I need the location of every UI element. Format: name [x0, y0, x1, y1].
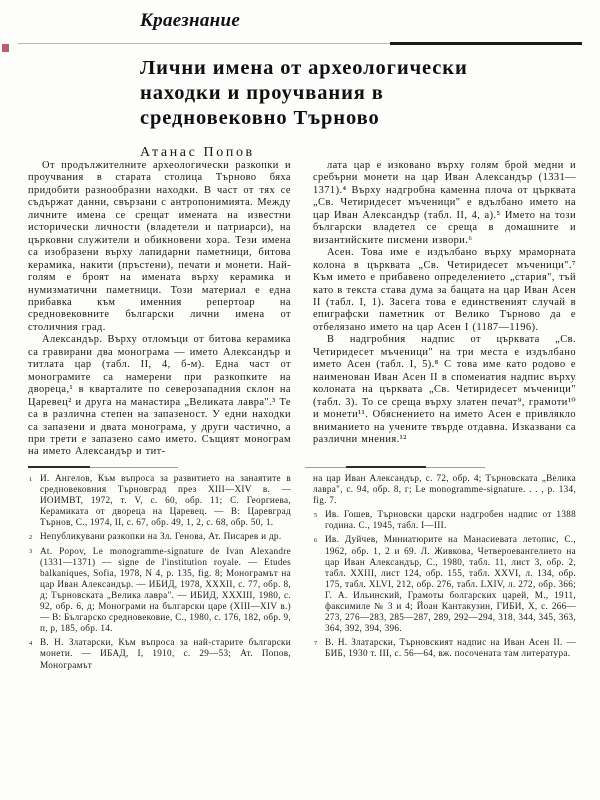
footnote-marker: 2 — [29, 533, 33, 541]
footnote-item — [28, 531, 291, 542]
footnote-item — [313, 509, 576, 531]
footnote-item — [313, 637, 576, 659]
header-rule-thick — [390, 42, 582, 45]
footnote-text: At. Popov, Le monogramme-signature de Ivan Alexandre (1331—1371) — signe de l'institution royale. — Etudes balkaniques, Sofia, 1978, N 4, p. 135, fig. 8; Монограмът на цар Иван Александър. — ИБИД, 1978, XXXII, с. 77, обр. 8, д; Търновската „Велика лавра". — ИБИД, XXXIII, 1980, с. 92, обр. 6, д; Монограми на български царе (XIII—XIV в.) — В: Българско средновековие, С., 1980, с. 176, 182, обр. 9, п, р, 185, обр. 14. — [40, 545, 291, 634]
footnote-item — [28, 637, 291, 670]
page-title — [140, 56, 570, 131]
footnote-column-right — [313, 473, 576, 674]
footnote-columns — [28, 473, 576, 674]
footnote-text: Ив. Дуйчев, Миниатюрите на Манасиевата летопис, С., 1962, обр. 1, 2 и 69. Л. Живкова, Четвероевангелието на цар Иван Александър, С., 1980, табл. 11, лист 3, обр. 2, табл. XXIII, лист 124, обр. 155, табл. XXVI, л. 134, обр. 175, табл. XLVI, 212, обр. 276, табл. LXIV, л. 272, обр. 366; Г. А. Ильинский, Грамоты болгарских царей, М., 1911, факсимиле № 3 и 4; Йоан Кантакузин, ГИБИ, X, с. 266—273, 276—283, 285—287, 289, 292—294, 318, 344, 345, 363, 364, 392, 394, 396. — [325, 534, 576, 634]
title-line-3: средновековно Търново — [140, 107, 380, 129]
body-column-right — [313, 160, 576, 459]
footnote-marker: 7 — [314, 639, 318, 647]
footnote-marker: 5 — [314, 511, 318, 519]
footnote-item — [28, 546, 291, 635]
paragraph: лата цар е изковано върху голям брой медни и сребърни монети на цар Иван Александър (1331—1371).⁴ Върху надгробна каменна плоча от църквата „Св. Четиридесет мъченици" е вдълбано името на цар Иван Александър (табл. II, 4, а).⁵ Името на този български владетел се среща в домашните и византийските писмени извори.⁶ — [313, 160, 576, 246]
author-name: Атанас Попов — [140, 145, 255, 160]
footnote-text: на цар Иван Александър, с. 72, обр. 4; Търновската „Велика лавра", с. 94, обр. 8, г; Le monogramme-signature. . . , p. 134, fig. 7. — [313, 473, 576, 506]
header-rule — [18, 42, 582, 45]
body-column-left — [28, 160, 291, 459]
page-edge-mark — [2, 44, 9, 52]
footnote-marker: 3 — [29, 548, 33, 556]
footnote-text: Непубликувани разкопки на Зл. Генова, Ат. Писарев и др. — [40, 531, 282, 542]
body-columns — [28, 160, 576, 459]
footnote-rule-left-thick — [28, 466, 90, 468]
title-line-1: Лични имена от археологически — [140, 57, 468, 79]
footnote-text: В. Н. Златарски, Към въпроса за най-старите български монети. — ИБАД, I, 1910, с. 29—53; Ат. Попов, Монограмът — [40, 637, 291, 670]
title-block — [140, 56, 570, 161]
footnote-marker: 1 — [29, 475, 33, 483]
footnote-item — [28, 473, 291, 528]
header-rule-thin — [18, 43, 390, 44]
paragraph: В надгробния надпис от църквата „Св. Четиридесет мъченици" на три места е издълбано името Асен (табл. I, 5).⁸ С това име като родово е наименован Иван Асен II в споменатия надпис върху колоната на църквата „Св. Четиридесет мъченици" (табл. 3). То се среща върху златен печат⁹, грамоти¹⁰ и монети¹¹. Обяснението на името Асен е привлякло вниманието на учените твърде отдавна. Изказвани са различни мнения.¹² — [313, 334, 576, 445]
footnote-separator-rules — [28, 466, 576, 470]
footnote-text: В. Н. Златарски, Търновският надпис на Иван Асен II. — БИБ, 1930 т. III, с. 56—64, вж. посочената там литература. — [325, 637, 576, 659]
footnote-text: Ив. Гошев, Търновски царски надгробен надпис от 1388 година. С., 1945, табл. I—III. — [325, 509, 576, 531]
footnote-marker: 6 — [314, 536, 318, 544]
footnote-rule-right-thick — [346, 466, 426, 468]
footnote-item — [313, 534, 576, 634]
footnote-item-continuation — [313, 473, 576, 506]
title-line-2: находки и проучвания в — [140, 82, 384, 104]
footnote-text: И. Ангелов, Към въпроса за развитието на занаятите в средновековния Търновград през XIII—XIV в. — ИОИМВТ, 1972, т. V, с. 60, обр. 11; С. Георгиева, Керамиката от двореца на Царевец. — В: Царевград Търнов, С., 1974, II, с. 67, обр. 49, 1, 2, с. 68, обр. 50, 1. — [40, 473, 291, 528]
paragraph: Асен. Това име е издълбано върху мраморната колона в църквата „Св. Четиридесет мъченици".⁷ Към името е прибавено определението „стария", тъй като в текста става дума за бащата на цар Иван Асен II (табл. I, 1). Засега това е единственият случай в епиграфски паметник от Велико Търново да е отбелязано името на цар Асен I (1187—1196). — [313, 247, 576, 333]
footnote-column-left — [28, 473, 291, 674]
paragraph: Александър. Върху отломъци от битова керамика са гравирани два монограма — името Александър и титлата цар (табл. II, 4, б-м). Една част от монограмите са намерени при разкопките на двореца,¹ в кварталите по северозападния склон на Царевец² и друга на манастира „Великата лавра".³ Те са в различна степен на запазеност. У едни находки са запазени и двата монограма, у други частично, а при трети е запазено само името. Същият монограм на името Александър и тит- — [28, 334, 291, 458]
paragraph: От продължителните археологически разкопки и проучвания в старата столица Търново бяха придобити разнообразни находки. В част от тях се съдържат данни, свързани с антропонимията. Между личните имена се срещат имената на известни исторически личности (владетели и патриарси), на църковни служители и обикновени хора. Тези имена са изобразени върху лапидарни паметници, битова керамика, накити (пръстени), печати и монети. Най-голям е броят на имената върху керамика и нумизматични паметници. Този материал е една прибавка към именния репертоар на средновековните български лични имена от столичния град. — [28, 160, 291, 333]
footnote-marker: 4 — [29, 639, 33, 647]
running-head: Краезнание — [140, 10, 241, 31]
